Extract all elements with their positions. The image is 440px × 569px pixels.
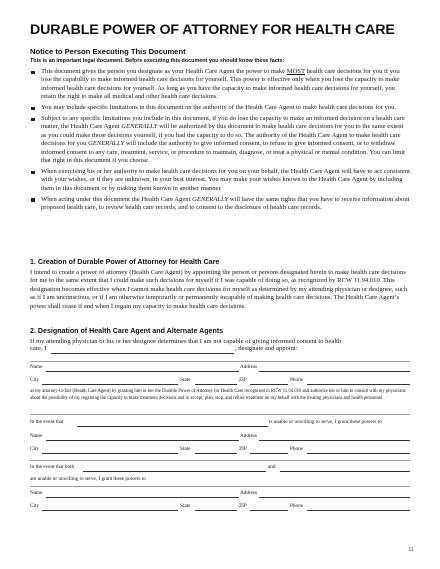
alternate-1-city-field[interactable]	[42, 453, 178, 454]
section-2-heading: 2. Designation of Health Care Agent and Alternate Agents	[30, 327, 224, 335]
notice-heading: Notice to Person Executing This Document	[30, 47, 186, 56]
first-event-agent-field[interactable]	[77, 426, 268, 427]
agent-city-line: City State ZIP Phone	[30, 377, 410, 385]
both-event-agent-field[interactable]	[83, 471, 266, 472]
alternate-2-name-line: Name Address	[30, 490, 410, 498]
divider	[30, 414, 410, 415]
agent-city-field[interactable]	[42, 384, 178, 385]
square-bullet-icon	[31, 107, 35, 111]
alternate-1-address-field[interactable]	[259, 440, 410, 441]
square-bullet-icon	[31, 118, 35, 122]
alternate-1-city-line: City State ZIP Phone	[30, 446, 410, 454]
emphasis-generally: GENERALLY	[88, 140, 125, 148]
both-unable-line: are unable or unwilling to serve, I grant these powers to	[30, 476, 146, 482]
alternate-2-name-field[interactable]	[46, 497, 239, 498]
first-event-line: In the event that is unable or unwilling to serve, I grant these powers to	[30, 419, 382, 425]
agent-name-field[interactable]	[46, 371, 239, 372]
alternate-1-name-field[interactable]	[46, 440, 239, 441]
alternate-1-phone-field[interactable]	[307, 453, 410, 454]
notice-bullet-list	[30, 68, 410, 215]
alternate-2-phone-field[interactable]	[307, 510, 410, 511]
section-1-text: I intend to create a power of attorney (Health Care Agent) by appointing the person or persons designated herein to make health care decisions for me to the same extent that I could make such decisions for myself if I was capable of doing so, as recognized by RCW 11.94.010. This designation becomes effective when I cannot make health care decisions for myself as determined by my attending physician or designee, such as if I am unconscious, or if I am otherwise temporarily or permanently incapable of making health care decisions. The Health Care Agent’s power shall cease if and when I regain my capacity to make health care decisions.	[30, 269, 408, 310]
emphasis-generally: GENERALLY	[192, 195, 229, 203]
alternate-1-zip-field[interactable]	[250, 453, 288, 454]
emphasis-most: MOST	[286, 68, 305, 75]
agent-state-field[interactable]	[195, 384, 237, 385]
agent-address-field[interactable]	[259, 371, 410, 372]
alternate-2-city-line: City State ZIP Phone	[30, 503, 410, 511]
divider	[30, 361, 410, 362]
agent-name-line: Name Address	[30, 364, 410, 372]
alternate-2-state-field[interactable]	[195, 510, 237, 511]
notice-bullet: You may include specific limitations in this document on the authority of the Health Care Agent to make health care decisions for you.	[30, 104, 410, 112]
notice-bullet: Subject to any specific limitations you include in this document, if you do lose the capacity to make an informed decision on a health care matter, the Health Care Agent GENERALLY will be authorized by this document to make health care decisions for you to the same extent as you could make those decisions yourself, if you had the capacity to do so. The authority of the Health Care Agent to make health care decisions for you GENERALLY will include the authority to give informed consent, to refuse to give informed consent, or to withdraw informed consent to any care, treatment, service, or procedure to maintain, diagnose, or treat a physical or mental condition. You can limit that right in this document if you choose.	[30, 115, 410, 165]
both-event-alternate-field[interactable]	[280, 471, 410, 472]
square-bullet-icon	[31, 198, 35, 202]
alternate-2-city-field[interactable]	[42, 510, 178, 511]
page-number: 11	[408, 547, 414, 553]
alternate-1-state-field[interactable]	[195, 453, 237, 454]
alternate-2-zip-field[interactable]	[250, 510, 288, 511]
emphasis-generally: GENERALLY	[121, 123, 158, 131]
agent-powers-text: as my attorney-in-fact (Health Care Agent) by granting him or her the Durable Power of Attorney for Health Care recognized in RCW 11.94.010 and authorize her or him to consult with my physicians about the possibility of my regaining the capacity to make treatment decisions and to accept, plan, stop, and refuse treatment on my behalf with the treating physicians and health personnel.	[30, 389, 406, 401]
square-bullet-icon	[31, 71, 35, 75]
notice-bullet: This document gives the person you designate as your Health Care Agent the power to make MOST health care decisions for you if you lose the capability to make informed health care decisions for yourself. This power is effective only when you lose the capacity to make informed health care decisions for yourself. As long as you have the capacity to make informed health care decisions for yourself, you retain the right to make all medical and other health care decisions.	[30, 68, 410, 102]
divider	[30, 486, 410, 487]
section-1-heading: 1. Creation of Durable Power of Attorney for Health Care	[30, 258, 220, 266]
notice-bullet: When acting under this document the Health Care Agent GENERALLY will have the same rights that you have to receive information about proposed health care, to review health care records, and to consent to the disclosure of health care records.	[30, 196, 410, 213]
divider	[30, 460, 410, 461]
agent-zip-field[interactable]	[250, 384, 288, 385]
principal-name-line: care, I , designate and appoint:	[30, 345, 298, 352]
square-bullet-icon	[31, 171, 35, 175]
both-event-line: In the event that both and	[30, 464, 410, 472]
alternate-2-address-field[interactable]	[259, 497, 410, 498]
notice-bullet: When exercising his or her authority to make health care decisions for you on your behalf, the Health Care Agent will have to act consistent with your wishes, or if they are unknown, in your best interest. You may make your wishes known to the Health Care Agent by including them in this document or by making them known in another manner.	[30, 168, 410, 193]
document-title: DURABLE POWER OF ATTORNEY FOR HEALTH CARE	[30, 22, 395, 38]
principal-name-field[interactable]	[51, 353, 234, 354]
notice-intro: This is an important legal document. Before executing this document you should know these facts:	[30, 58, 285, 64]
alternate-1-name-line: Name Address	[30, 433, 410, 441]
section-2-intro: If my attending physician or his or her designee determines that I am not capable of giving informed consent to health	[30, 338, 342, 345]
agent-phone-field[interactable]	[307, 384, 410, 385]
